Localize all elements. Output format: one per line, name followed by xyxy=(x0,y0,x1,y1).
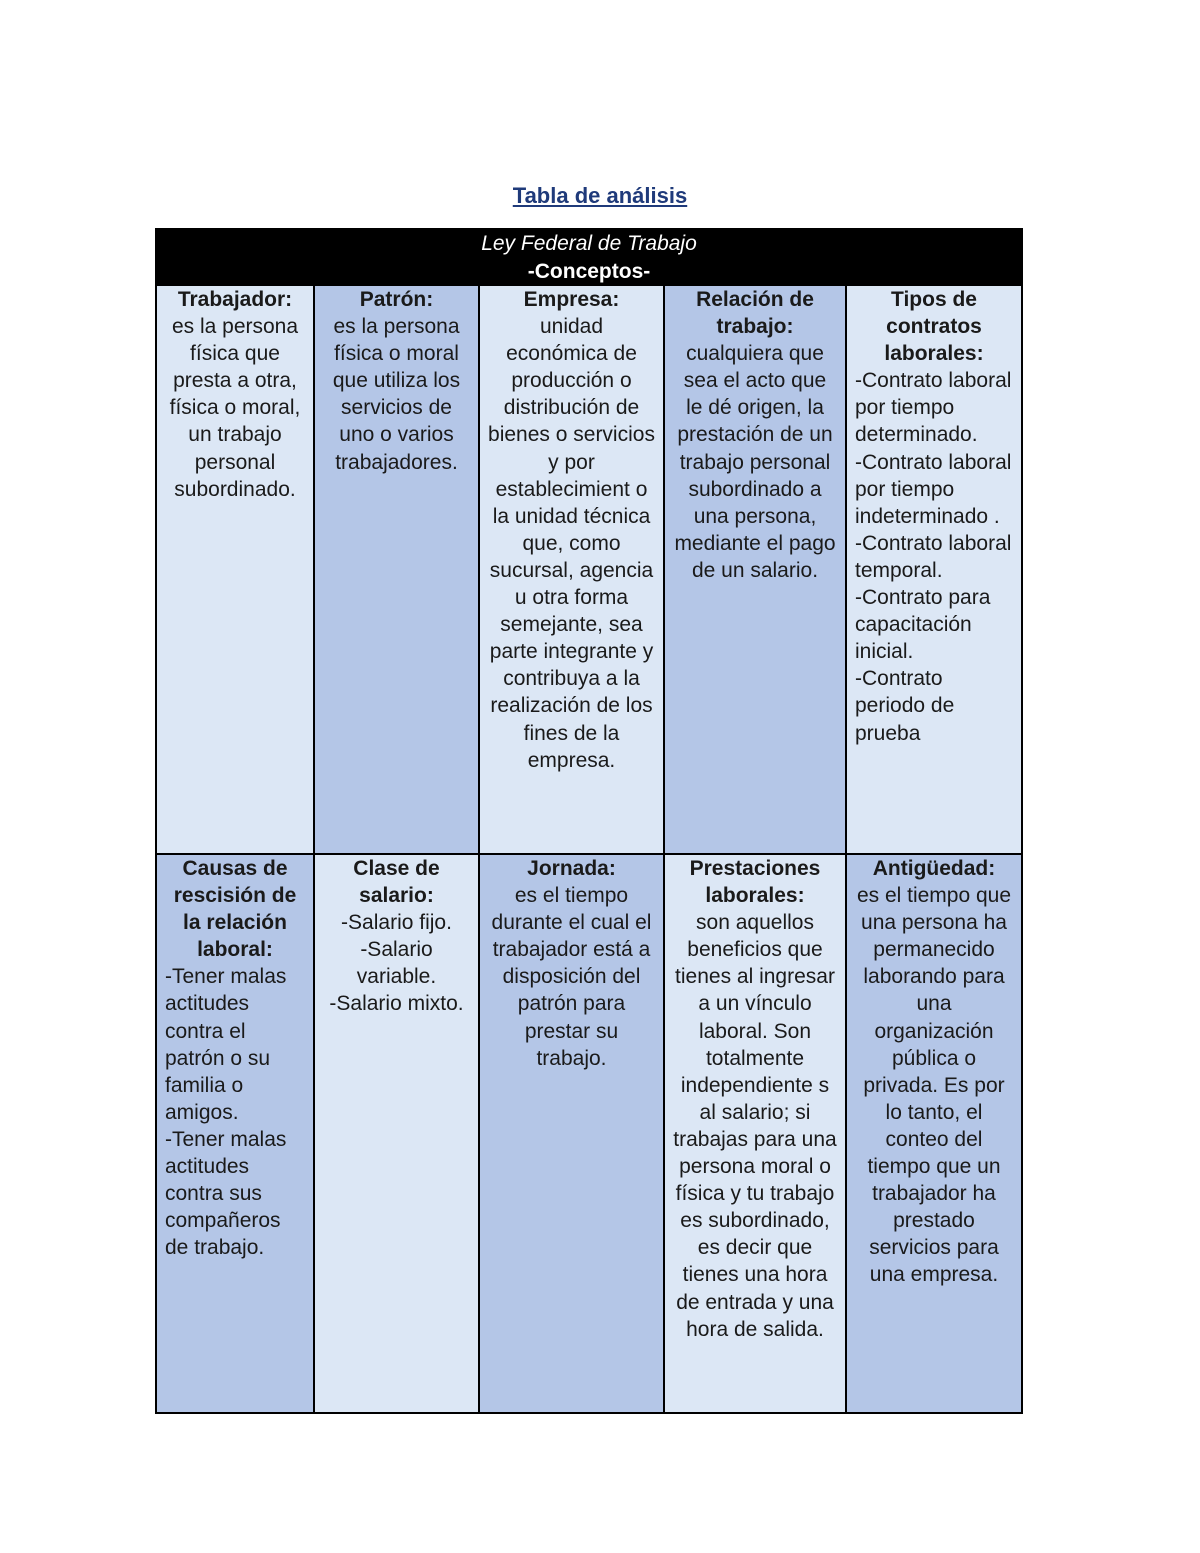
concept-term: Trabajador: xyxy=(177,288,293,311)
concept-term: Empresa: xyxy=(523,288,620,311)
concept-term: Jornada: xyxy=(527,857,616,880)
table-row xyxy=(157,286,1021,855)
list-item: -Contrato laboral por tiempo indeterminado . xyxy=(855,450,1012,528)
concept-term: Clase de salario: xyxy=(353,857,440,908)
concept-list xyxy=(165,963,305,1261)
table-header-subtitle: -Conceptos- xyxy=(527,260,651,283)
list-item: -Contrato laboral por tiempo determinado. xyxy=(855,369,1012,447)
cell-clase-de-salario xyxy=(315,855,480,1412)
concept-term: Patrón: xyxy=(359,288,434,311)
concept-term: Antigüedad: xyxy=(872,857,996,880)
concept-term: Prestaciones laborales: xyxy=(689,857,821,908)
list-item: -Contrato periodo de prueba xyxy=(855,667,955,745)
cell-causas-de-rescision xyxy=(157,855,315,1412)
document-title: Tabla de análisis xyxy=(512,183,688,208)
table-header xyxy=(157,230,1021,286)
list-item: -Salario mixto. xyxy=(329,992,464,1016)
concept-definition: es el tiempo que una persona ha permanecido laborando para una organización pública o privada. Es por lo tanto, el conteo del tiempo que un trabajador ha prestado servicios para una empresa. xyxy=(856,884,1012,1287)
concept-definition: es el tiempo durante el cual el trabajador está a disposición del patrón para prestar su trabajo. xyxy=(491,884,652,1070)
list-item: -Tener malas actitudes contra sus compañeros de trabajo. xyxy=(165,1127,287,1260)
concept-definition: son aquellos beneficios que tienes al ingresar a un vínculo laboral. Son totalmente independiente s al salario; si trabajas para una persona moral o física y tu trabajo es subordinado, es decir que tienes una hora de entrada y una hora de salida. xyxy=(673,911,837,1341)
concept-list xyxy=(855,367,1013,746)
cell-relacion-de-trabajo xyxy=(665,286,847,853)
cell-prestaciones-laborales xyxy=(665,855,847,1412)
cell-antiguedad xyxy=(847,855,1021,1412)
table-header-title: Ley Federal de Trabajo xyxy=(481,232,697,255)
concept-term: Causas de rescisión de la relación laboral: xyxy=(173,857,297,962)
concept-list xyxy=(323,909,470,1017)
list-item: -Salario variable. xyxy=(356,938,437,989)
list-item: -Contrato para capacitación inicial. xyxy=(855,586,991,664)
concept-definition: unidad económica de producción o distribución de bienes o servicios y por establecimient o la unidad técnica que, como sucursal, agencia u otra forma semejante, sea parte integrante y contribuya a la realización de los fines de la empresa. xyxy=(488,315,655,772)
table-row xyxy=(157,855,1021,1412)
list-item: -Tener malas actitudes contra el patrón o su familia o amigos. xyxy=(165,965,287,1124)
cell-patron xyxy=(315,286,480,853)
concept-definition: es la persona física o moral que utiliza los servicios de uno o varios trabajadores. xyxy=(332,315,461,474)
list-item: -Contrato laboral temporal. xyxy=(855,531,1012,582)
concept-definition: cualquiera que sea el acto que le dé origen, la prestación de un trabajo personal subordinado a una persona, mediante el pago de un salario. xyxy=(674,342,836,582)
cell-trabajador xyxy=(157,286,315,853)
list-item: -Salario fijo. xyxy=(341,911,452,935)
cell-tipos-de-contratos xyxy=(847,286,1021,853)
concept-term: Relación de trabajo: xyxy=(696,288,814,339)
concept-definition: es la persona física que presta a otra, física o moral, un trabajo personal subordinado. xyxy=(169,315,301,501)
analysis-table xyxy=(155,228,1023,1414)
cell-jornada xyxy=(480,855,665,1412)
cell-empresa xyxy=(480,286,665,853)
concept-term: Tipos de contratos laborales: xyxy=(884,288,984,366)
